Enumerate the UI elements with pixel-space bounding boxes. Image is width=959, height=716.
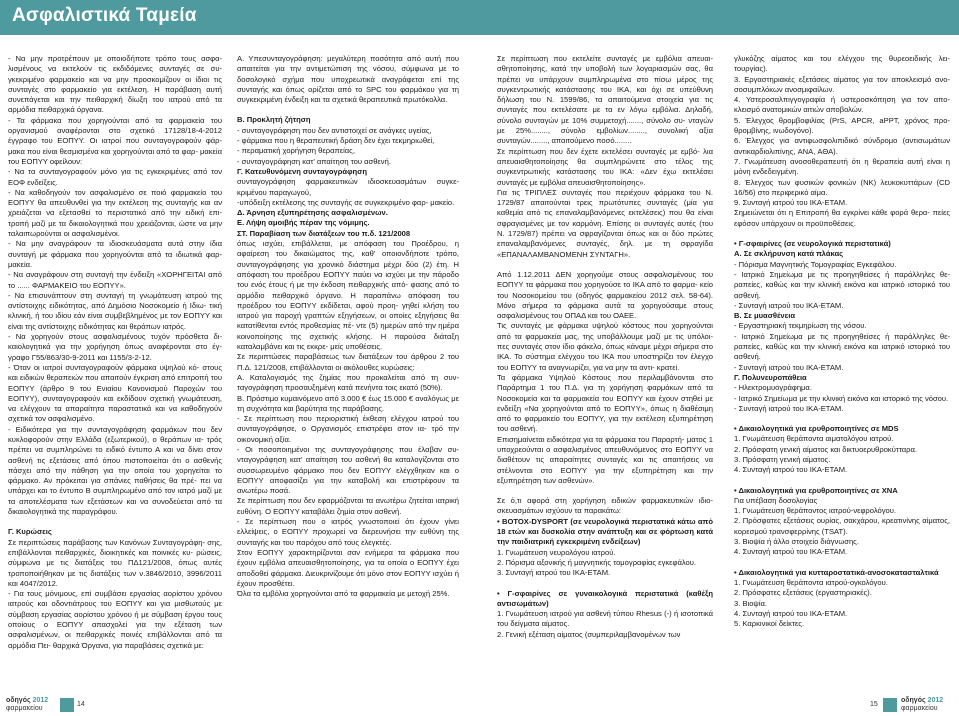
- paragraph: - Ιατρικό Σημείωμα με τις προηγηθείσες ή παράλληλες θε- ραπείες, καθώς και την κλινική εικόνα και ιατρικό ιστορικό του ασθενή.: [734, 331, 950, 362]
- paragraph: Τα φάρμακα Υψηλού Κόστους που περιλαμβάνονται στο Παράρτημα 1 του Π.Δ. για τη χορήγηση φαρμάκων από τα Νοσοκομεία και τα φαρμακεία του ΕΟΠΥΥ και έχουν στηθεί με ενδείξη «Να χορηγούνται από το ΕΟΠΥΥ», όπως η διαθέσιμη από το φαρμακείο του ΕΟΠΥΥ, για την εκτέλεση εξυπηρέτηση του ασθενή.: [497, 372, 713, 434]
- paragraph: - περαματική χορήγηση θεραπείας,: [237, 146, 355, 156]
- paragraph: - συνταγογράφηση που δεν αντιστοιχεί σε ανάγκες υγείας,: [237, 125, 432, 135]
- paragraph: Γ. Κατευθυνόμενη συνταγογράφηση: [237, 166, 367, 176]
- footer-brand: οδηγός: [901, 697, 926, 704]
- paragraph: 2. Πρόσφατες εξετάσεις ουρίας, σακχάρου, κρεατινίνης αίματος, κορεσμού τρανσφερρίνης (TSAT).: [734, 516, 950, 536]
- footer-year: 2012: [32, 697, 49, 704]
- paragraph: - συνταγογράφηση κατ' απαίτηση του ασθενή.: [237, 156, 391, 166]
- header-bar: [0, 0, 959, 35]
- page-mark-left: [60, 698, 74, 712]
- paragraph: Για υπέβαση δοσολογίας: [734, 495, 818, 505]
- paragraph: - Ειδικότερα για την συνταγογράφηση φαρμάκων που δεν κυκλοφορούν στην Ελλάδα (εξωτερικού), ο θεράπων ια- τρός πρέπει να συμπληρώνει το ειδικό έντυπο Α και να δίνει στον ασθενή τις εξετάσεις από όπου πιστοποιείται ότι ο ασθενής πάσχει από την πάθηση για την οποία του χορηγείται το φάρμακο. Αν πρόκειται για σπάνιες παθήσεις θα πρέ- πει να υπάρχει και το έντυπο Β συμπληρωμένο από τον ιατρό μαζί με τα αποτελέσματα των εξετάσεων και να συνοδεύεται από τα δικαιολογητικά της παραγράφου.: [8, 424, 222, 517]
- paragraph: Σε ό,τι αφορά στη χορήγηση ειδικών φαρμακευτικών ιδιο- σκευασμάτων ισχύουν τα παρακάτω:: [497, 496, 713, 516]
- page-number-right: 15: [870, 701, 878, 708]
- paragraph: 4. Συνταγή ιατρού του ΙΚΑ-ΕΤΑΜ.: [734, 547, 848, 557]
- footer-logo-left: [6, 697, 48, 713]
- paragraph: 3. Συνταγή ιατρού του ΙΚΑ-ΕΤΑΜ.: [497, 568, 611, 578]
- paragraph: 1. Γνωμάτευση θεράποντα ιατρού-ογκολόγου.: [734, 577, 888, 587]
- paragraph: Από 1.12.2011 ΔΕΝ χορηγούμε στους ασφαλισμένους του ΕΟΠΥΥ τα φάρμακα που χορηγούσε το ΙΚΑ από το φαρμα- κείο του Νοσοκομείου του (οδηγός φαρμακείου 2012 σελ. 58-64). Μόνο σήμερα τα φάρμακα αυτά τα χορηγούσαμε στους ασφαλισμένους του ΟΠΑΔ και του ΟΑΕΕ.: [497, 269, 713, 321]
- paragraph: - Όταν οι ιατροί συνταγογραφούν φάρμακα υψηλού κό- στους και ειδικών θεραπειών που απαιτούν έγκριση από επιτροπή του ΕΟΠΥΥ (άρθρο 9 του Ενιαίου Κανονισμού Παροχών του ΕΟΠΥΥ), συνταγογραφούν και εκδίδουν σχετική γνωμάτευση, να ελέγχουν τα απαραίτητα παραστατικά και να καθοδηγούν σχετικά τον ασφαλισμένο.: [8, 362, 222, 424]
- paragraph: - Εργαστηριακή τεκμηρίωση της νόσου.: [734, 321, 867, 331]
- text-column-1: [8, 54, 222, 651]
- paragraph: 7. Γνωμάτευση ανοσοθεραπευτή ότι η θεραπεία αυτή είναι η μόνη ενδεδειγμένη.: [734, 156, 950, 177]
- page-title: Ασφαλιστικά Ταμεία: [12, 5, 197, 26]
- paragraph: Γ. Κυρώσεις: [8, 527, 52, 537]
- paragraph: 2. Πόρισμα αξονικής ή μαγνητικής τομογραφίας εγκεφάλου.: [497, 557, 697, 567]
- paragraph: Τις συνταγές με φάρμακα υψηλού κόστους που χορηγούνται από τα φαρμακεία μας, της υποβάλλουμε μαζί με τις υπόλοι- πες συνταγές στον ίδιο φάκελο, όπως κάναμε μέχρι σήμερα στο ΙΚΑ. Το σύστημα ελέγχου του ΙΚΑ που υποστηρίζει τον έλεγχο του ΕΟΠΥΥ τα αναγνωρίζει, για να μην τα αντι- κρατεί.: [497, 321, 713, 372]
- paragraph: Σε περίπτωση που δεν εφαρμόζονται τα ανωτέρω ζητείται ιατρική ευθύνη. Ο ΕΟΠΥΥ καταβάλει ζημία στον ασθενή.: [237, 496, 459, 516]
- paragraph: ΣΤ. Παραβίαση των διατάξεων του π.δ. 121/2008: [237, 228, 411, 238]
- paragraph: - Πόρισμα Μαγνητικής Τομογραφίας Εγκεφάλου.: [734, 259, 897, 269]
- footer-brand: οδηγός: [6, 697, 31, 704]
- paragraph: • Γ-σφαιρίνες σε γυναικολογικά περιστατικά (καθέξη αντισωμάτων): [497, 588, 713, 608]
- paragraph: Σε περιπτώσεις παράβασης των Κανόνων Συνταγογράφη- σης, επιβάλλονται πειθαρχικές, διοικητικές και ποινικές κυ- ρώσεις, σύμφωνα με τις διατάξεις του ΠΔ121/2008, όπως αυτές τροποποιήθηκαν με τις διατάξεις των ν.3846/2010, 3996/2011 και 4047/2012.: [8, 537, 222, 588]
- paragraph: - Σε περίπτωση που ο ιατρός γνωστοποιεί ότι έχουν γίνει ελλείψεις, ο ΕΟΠΥΥ προχωρεί να διερευνήσει την ευθύνη της συνταγής και του παρόχου από τους ελεγκτές.: [237, 517, 459, 547]
- paragraph: 2. Πρόσφατες εξετάσεις (εργαστηριακές).: [734, 588, 872, 598]
- footer-sub: φαρμακείου: [901, 705, 938, 712]
- paragraph: 9. Συνταγή ιατρού του ΙΚΑ-ΕΤΑΜ.: [734, 198, 848, 208]
- paragraph: Α. Καταλογισμός της ζημίας που προκαλείται από τη συν- ταγογράφηση προσαυξημένη κατά πενήντα τοις εκατό (50%).: [237, 372, 459, 393]
- paragraph: 8. Έλεγχος των φυσικών φονικών (NK) λευκοκυττάρων (CD 16/56) στο περιφερικό αίμα.: [734, 177, 950, 197]
- paragraph: - Να τα συνταγογραφούν μόνο για τις εγκεκριμένες από τον ΕΟΦ ενδείξεις.: [8, 167, 222, 187]
- paragraph: • BOTOX-DYSPORT (σε νευρολογικά περιστατικά κάτω από 18 ετών και δυσκολία στην ανάπτυξη και σε φόρτωση κατά την παιδιατρική εγκεκριμένη ενδείξεων): [497, 516, 713, 547]
- paragraph: Α. Σε σκλήρυνση κατά πλάκας: [734, 249, 844, 259]
- text-column-3: [497, 54, 713, 640]
- paragraph: • Γ-σφαιρίνες (σε νευρολογικά περιστατικά): [734, 239, 891, 249]
- paragraph: Β. Σε μυασθένεια: [734, 311, 796, 321]
- paragraph: - Να χορηγούν στους ασφαλισμένους τυχόν πρόσθετα δι- καιολογητικά για την χορήγηση όπως αναφέρονται στο έγ- γραφο Γ55/863/30-9-2011 και 1155/3-2-12.: [8, 332, 222, 362]
- paragraph: - Να μην αναγράφουν τα ιδιοσκευάσματα αυτά στην ίδια συνταγή με φάρμακα που χορηγούνται από τα ιδιωτικά φαρ- μακεία.: [8, 239, 222, 269]
- paragraph: 1. Γνωμάτευση θεράποντος ιατρού-νεφρολόγου.: [734, 506, 897, 516]
- paragraph: - Να μην προτρέπουν με οποιοδήποτε τρόπο τους ασφα- λισμένους να εκτελούν τις εκδιδόμενες συνταγές σε συ- γκεκριμένο φαρμακείο και να μην προσκομίζουν οι ίδιοι τις συνταγές στο φαρμακείο για εκτέλεση. Η παράβαση αυτή συνεπάγεται και την πειθαρχική δίωξη του ιατρού από τα αρμόδια πειθαρχικά όργανα.: [8, 54, 222, 115]
- paragraph: - Τα φάρμακα που χορηγούνται από τα φαρμακεία του οργανισμού αναφέρονται στο σχετικό 17128/18-4-2012 έγγραφο του ΕΟΠΥΥ. Οι ιατροί που συνταγογραφούν φάρ- μακα που είναι θεσμισμένα και χορηγούνται από τα φαρ- μακεία του ΕΟΠΥΥ οφείλουν:: [8, 115, 222, 166]
- paragraph: Στον ΕΟΠΥΥ χαρακτηρίζονται σαν ενήμερα τα φάρμακα που έχουν εμβόλια απευαισθητοποίησης, για τα οποία ο ΕΟΠΥΥ έχει αποδοθεί φάρμακα. Διευκρινίζουμε ότι μόνο στον ΕΟΠΥΥ ισχύει ή έχουν προσθέτει.: [237, 547, 459, 588]
- paragraph: Β. Πρόστιμο κυμαινόμενο από 3.000 € έως 15.000 € αναλόγως με τη συχνότητα και βαρύτητα της παράβασης.: [237, 393, 459, 413]
- paragraph: - Σε περίπτωση που περιοριστική έκθεση ελέγχου ιατρού του συνταγογράφησε, ο Οργανισμός επιστρέφει στον ια- τρό την οικονομική αξία.: [237, 414, 459, 444]
- paragraph: • Δικαιολογητικά για ερυθροποιητίνες σε MDS: [734, 424, 899, 434]
- paragraph: - Ιατρικό Σημείωμα με τις προηγηθείσες ή παράλληλες θε- ραπείες, καθώς και την κλινική εικόνα και ιατρικό ιστορικό του ασθενή.: [734, 269, 950, 300]
- paragraph: Για τις ΤΡΙΠΛΕΣ συνταγές που περιέχουν φάρμακα του Ν. 1729/87 απαιτούνται τρεις πρωτότυπες συνταγές (μία για καθεμία από τις επαναλαμβανόμενες εκτελέσεις) που θα είναι σφραγισμένες με τον καρμόνη. Επίσης οι συνταγές αυτές (του Ν. 1729/87) πρέπει να σφραγίζονται όπως και οι δύο πρώτες επαναλαμβανόμενες συνταγές, δηλ. με τη σφραγίδα «ΕΠΑΝΑΛΑΜΒΑΝΟΜΕΝΗ ΣΥΝΤΑΓΗ».: [497, 187, 713, 259]
- paragraph: όπως ισχύει, επιβάλλεται, με απόφαση του Προέδρου, η αφαίρεση του δικαιώματος της, καθ' οποιονδήποτε τρόπο, συνταγογράφησης για χρονικό διάστημα μέχρι δύο (2) έτη. Η απόφαση του προέδρου ΕΟΠΥΥ παύει να ισχύει με την πάροδο του ενός έτους ή με την έκδοση πειθαρχικής από- φασης από το αρμόδιο πειθαρχικό όργανο. Η παραπάνω απόφαση του προέδρου του ΕΟΠΥΥ εκδίδεται, αφού προη- γηθεί κλήση του ιατρού για παροχή γραπτών εξηγήσεων, οι οποίες εξηγήσεις θα κατατίθενται εντός προθεσμίας πέ- ντε (5) ημερών από την ημέρα κοινοποίησης της σχετικής κλήσης. Η παρούσα διάταξη καταλαμβάνει και τις εκκρε- μείς υποθέσεις.: [237, 239, 459, 352]
- paragraph: • Δικαιολογητικά για ερυθροποιητίνες σε ΧΝΑ: [734, 485, 898, 495]
- paragraph: • Δικαιολογητικά για κυτταροστατικά-ανοσοκατασταλτικά: [734, 567, 939, 577]
- paragraph: - Συνταγή ιατρού του ΙΚΑ-ΕΤΑΜ.: [734, 300, 844, 310]
- paragraph: -υπόδειξη εκτέλεσης της συνταγής σε συγκεκριμένο φαρ- μακείο.: [237, 197, 455, 207]
- paragraph: Σε περίπτωση που δεν έχετε εκτελέσει συνταγές με εμβό- λια απευαισθητοποίησης θα συμπληρώνετε στο τέλος της συγκεντρωτικής κατάστασης του ΙΚΑ: «Δεν έχω εκτελέσει συνταγές με εμβόλια απευαισθητοποίησης».: [497, 146, 713, 187]
- paragraph: 6. Έλεγχος για αντιφωσφολιπιδικό σύνδρομο (αντισωμάτων αντικαρδιολιπίνης, ANA, ΑΘΑ).: [734, 136, 950, 156]
- paragraph: - Οι ποσοποιημένοι της συνταγογράφησης που έλαβαν συ- νταγογράφηση κατ' απαίτηση του ασθενή θα καταλογίζονται στο συσσωρευμένο φάρμακο που δεν ΕΟΠΥΥ ελέγχθηκαν και ο ΕΟΠΥΥ αποφασίζει για την καταβολή και επιστρέφουν τα ανωτέρω ποσά.: [237, 444, 459, 496]
- paragraph: 1. Γνωμάτευση ιατρού για ασθενή τύπου Rhesus (-) ή ισοτοπικά του δείγματα αίματος.: [497, 609, 713, 629]
- paragraph: 3. Βιοψία ή άλλο στοιχείο διάγνωσης.: [734, 537, 859, 547]
- paragraph: Επισημαίνεται ειδικότερα για τα φάρμακα του Παραρτή- ματος 1 υποχρεούνται ο ασφαλισμένος απευθυνόμενος στο ΕΟΠΥΥ να διαθέτουν τις απαραίτητες συνταγές και τις απαιτήσεις να στέλνονται στο ΕΟΠΥΥ για την εξυπηρέτηση και την εξυπηρέτηση των ασθενών».: [497, 434, 713, 485]
- paragraph: - Ηλεκτρομυογράφημα.: [734, 383, 812, 393]
- paragraph: 5. Καρκινικοί δείκτες.: [734, 619, 805, 629]
- paragraph: - Για τους μόνιμους, επί συμβάσει εργασίας αορίστου χρόνου ιατρούς και οδοντιάτρους του ΕΟΠΥΥ και για μισθωτούς με σύμβαση εργασίας αορίστου χρόνου ή με σύμβαση έργου τους οποίους ο ΕΟΠΥΥ απασχολεί για την εξέταση των ασφαλισμένων, οι πειθαρχικές ποινές επιβάλλονται από τα αρμόδια Πει- θαρχικά Όργανα, για παραβάσεις σχετικά με:: [8, 589, 222, 650]
- paragraph: 3. Εργαστηριακές εξετάσεις αίματος για τον αποκλεισμό ανο- σοσυμπλόκων ανοσμιφαίλων.: [734, 74, 950, 94]
- text-column-4: [734, 54, 950, 629]
- paragraph: Γ. Πολυνευροπάθεια: [734, 372, 807, 382]
- footer-right: [868, 694, 959, 714]
- paragraph: 3. Πρόσφατη γενική αίματος.: [734, 454, 831, 464]
- paragraph: - Συνταγή ιατρού του ΙΚΑ-ΕΤΑΜ.: [734, 362, 844, 372]
- paragraph: Δ. Άρνηση εξυπηρέτησης ασφαλισμένων.: [237, 208, 388, 218]
- paragraph: - Συνταγή ιατρού του ΙΚΑ-ΕΤΑΜ.: [734, 403, 844, 413]
- paragraph: 3. Βιοψία.: [734, 598, 768, 608]
- paragraph: - Ιατρικό Σημείωμα με την κλινική εικόνα και ιστορικό της νόσου.: [734, 393, 949, 403]
- paragraph: 2. Πρόσφατη γενική αίματος και δικτυοερυθροκύτταρα.: [734, 444, 917, 454]
- paragraph: - φάρμακα που η θεραπευτική δράση δεν έχει τεκμηριωθεί,: [237, 136, 435, 146]
- paragraph: συνταγογράφηση φαρμακευτικών ιδιοσκευασμάτων συγκε- κριμένου παραγωγού,: [237, 177, 459, 197]
- paragraph: 2. Γενική εξέταση αίματος (συμπεριλαμβανομένων των: [497, 629, 681, 639]
- paragraph: Σε περίπτωση που εκτελείτε συνταγές με εμβόλια απευαι- σθητοποίησης, κατά την υποβολή των λογαριασμών σας, θα πρέπει να υπάρχουν συμπληρωμένα στο πίσω μέρος της συγκεντρωτικής κατάστασης του ΙΚΑ, και όχι σε υπεύθυνη δήλωση του Ν. 1599/86, τα απαιτούμενα στοιχεία για τις συνταγές που εκτελέσατε με τα εν λόγω εμβόλια. Δηλαδή, σύνολο συνταγών με 10% συμμετοχή......., σύνολο συ- νταγών με 25%........, σύνολο εμβολίων........, συνολική αξία συνταγών........, απαιτούμενο ποσό........: [497, 54, 713, 146]
- paragraph: - Να καθοδηγούν τον ασφαλισμένο σε ποιό φαρμακείο του ΕΟΠΥΥ θα απευθυνθεί για την εκτέλεση της συνταγής και αν χρειάζεται να εξετασθεί το περιστατικό από την ειδική επι- τροπή μαζί με τα δικαιολογητικά που χρειάζονται, ώστε να μην ταλαιπωρούνται οι ασφαλισμένοι.: [8, 187, 222, 239]
- page-mark-right: [883, 698, 897, 712]
- page-number-left: 14: [77, 701, 85, 708]
- paragraph: 4. Υστεροσαλπιγγογραφία ή υστεροσκόπηση για τον απο- κλεισμό ανατομικών αιτιών αποβολών.: [734, 95, 950, 115]
- paragraph: Β. Προκλητή ζήτηση: [237, 115, 311, 125]
- paragraph: 1. Γνωμάτευση νευρολόγου ιατρού.: [497, 547, 616, 557]
- footer-left: [0, 694, 90, 714]
- paragraph: 1. Γνωμάτευση θεράποντα αιματολόγου ιατρού.: [734, 434, 894, 444]
- paragraph: - Να αναγράφουν στη συνταγή την ένδειξη «ΧΟΡΗΓΕΙΤΑΙ από το ...... ΦΑΡΜΑΚΕΙΟ του ΕΟΠΥΥ».: [8, 270, 222, 290]
- paragraph: 4. Συνταγή ιατρού του ΙΚΑ-ΕΤΑΜ.: [734, 608, 848, 618]
- footer-sub: φαρμακείου: [6, 705, 43, 712]
- paragraph: Ε. Λήψη αμοιβής πέραν της νόμιμης.: [237, 218, 370, 228]
- paragraph: Όλα τα εμβόλια χορηγούνται από τα φαρμακεία με μετοχή 25%.: [237, 589, 450, 599]
- paragraph: Α. Υπεσυνταγογράφηση: μεγαλύτερη ποσότητα από αυτή που απαιτείται για την αντιμετώπιση της νόσου, σύμφωνα με το δοσολογικό σχήμα που υποχρεωτικά αναγράφεται επί της συνταγής και όπως ορίζεται από το SPC του φαρμάκου για τη συγκεκριμένη ένδειξη και τα σχετικά θεραπευτικά πρωτόκολλα.: [237, 54, 459, 105]
- footer-logo-right: [901, 697, 943, 713]
- paragraph: - Να επισυνάπτουν στη συνταγή τη γνωμάτευση ιατρού της αντίστοιχης ειδικότητας, από Δημόσιο Νοσοκομείο ή Ιδιω- τική κλινική, ή του ιδίου εάν είναι συμβεβλημένος με τον ΕΟΠΥΥ και είναι της αντίστοιχης ειδικότητας και θεράπων ιατρός.: [8, 290, 222, 331]
- footer-year: 2012: [927, 697, 944, 704]
- paragraph: Σε περιπτώσεις παραβάσεως των διατάξεων του άρθρου 2 του Π.Δ. 121/2008, επιβάλλονται οι ακόλουθες κυρώσεις:: [237, 352, 459, 372]
- text-column-2: [237, 54, 459, 599]
- paragraph: 5. Έλεγχος θρομβοφιλίας (PrS, APCR, aPPT, χρόνος προ- θρομβίνης, ινωδογόνο).: [734, 115, 950, 136]
- paragraph: γλυκόζης αίματος και του ελέγχου της θυρεοειδικής λει- τουργίας).: [734, 54, 950, 74]
- paragraph: 4. Συνταγή ιατρού του ΙΚΑ-ΕΤΑΜ.: [734, 465, 848, 475]
- paragraph: Σημειώνεται ότι η Επιτροπή θα εγκρίνει κάθε φορά θερα- πείες εφόσον υπάρχουν οι προϋποθέσεις.: [734, 208, 950, 228]
